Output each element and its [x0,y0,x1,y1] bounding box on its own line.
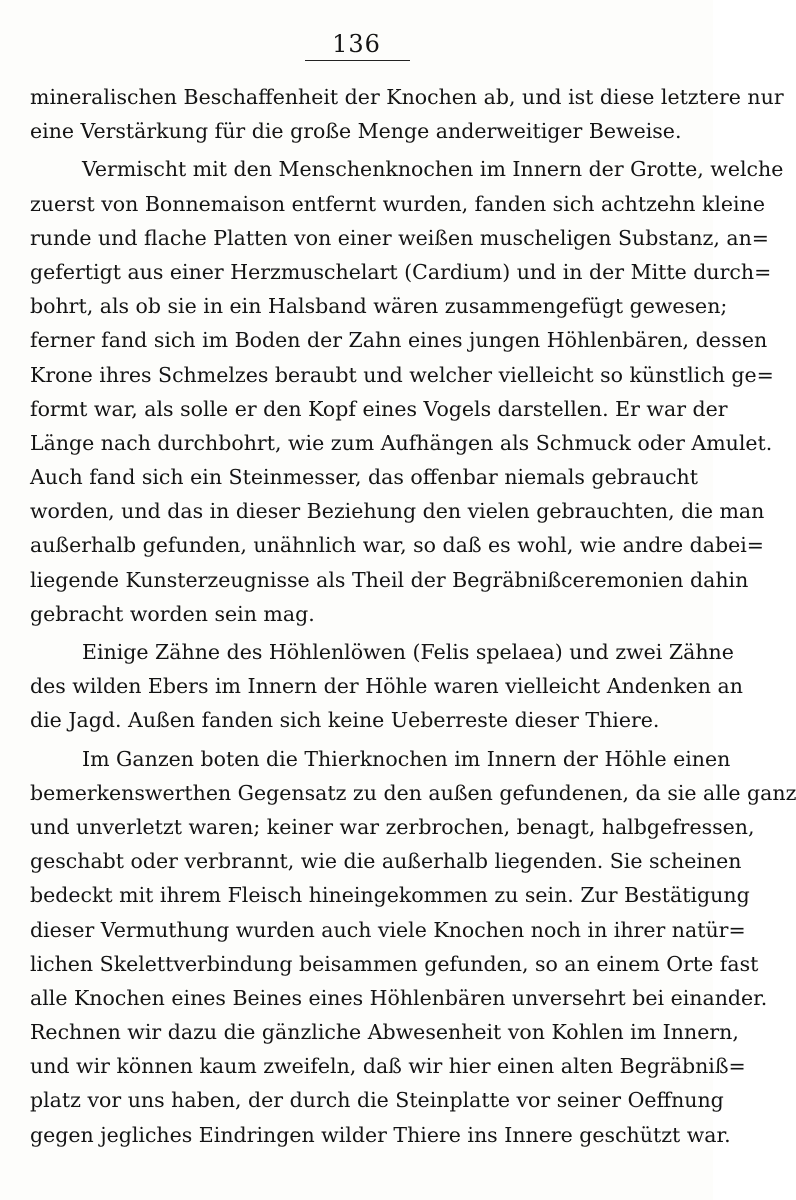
paragraph [30,152,784,631]
text-line: Vermischt mit den Menschenknochen im Innern der Grotte, welche [82,157,784,182]
text-line: gefertigt aus einer Herzmuschelart (Cardium) und in der Mitte durch= [30,259,772,284]
paragraph [30,742,796,1152]
text-line: und unverletzt waren; keiner war zerbrochen, benagt, halbgefressen, [30,814,755,839]
text-line: runde und flache Platten von einer weißen muscheligen Substanz, an= [30,225,769,250]
text-line: bohrt, als ob sie in ein Halsband wären zusammengefügt gewesen; [30,294,728,319]
text-line: geschabt oder verbrannt, wie die außerhalb liegenden. Sie scheinen [30,849,742,874]
text-line: gegen jegliches Eindringen wilder Thiere ins Innere geschützt war. [30,1122,731,1147]
text-line: liegende Kunsterzeugnisse als Theil der Begräbnißceremonien dahin [30,567,749,592]
text-line: Länge nach durchbohrt, wie zum Aufhängen als Schmuck oder Amulet. [30,430,773,455]
text-line: Auch fand sich ein Steinmesser, das offenbar niemals gebraucht [30,465,698,490]
text-line: alle Knochen eines Beines eines Höhlenbären unversehrt bei einander. [30,985,768,1010]
text-line: Krone ihres Schmelzes beraubt und welcher vielleicht so künstlich ge= [30,362,774,387]
text-line: Einige Zähne des Höhlenlöwen (Felis spelaea) und zwei Zähne [82,640,734,664]
text-line: mineralischen Beschaffenheit der Knochen ab, und ist diese letztere nur [30,85,784,109]
body-text [30,80,796,1152]
paragraph [30,635,743,738]
text-line: und wir können kaum zweifeln, daß wir hier einen alten Begräbniß= [30,1054,746,1079]
page-number: 136 [332,30,381,58]
text-line: formt war, als solle er den Kopf eines Vogels darstellen. Er war der [30,396,728,421]
text-line: platz vor uns haben, der durch die Steinplatte vor seiner Oeffnung [30,1088,724,1113]
text-line: ferner fand sich im Boden der Zahn eines jungen Höhlenbären, dessen [30,328,768,353]
text-line: bedeckt mit ihrem Fleisch hineingekommen zu sein. Zur Bestätigung [30,883,750,908]
text-line: des wilden Ebers im Innern der Höhle waren vielleicht Andenken an [30,674,743,699]
text-line: lichen Skelettverbindung beisammen gefunden, so an einem Orte fast [30,951,759,976]
text-line: dieser Vermuthung wurden auch viele Knochen noch in ihrer natür= [30,917,746,942]
text-line: bemerkenswerthen Gegensatz zu den außen gefundenen, da sie alle ganz [30,780,796,805]
text-line: Im Ganzen boten die Thierknochen im Innern der Höhle einen [82,746,731,771]
text-line: eine Verstärkung für die große Menge anderweitiger Beweise. [30,119,682,144]
text-line: gebracht worden sein mag. [30,601,315,626]
text-line: Rechnen wir dazu die gänzliche Abwesenheit von Kohlen im Innern, [30,1020,739,1045]
page-number-rule [305,60,410,61]
text-line: worden, und das in dieser Beziehung den vielen gebrauchten, die man [30,499,765,524]
text-line: außerhalb gefunden, unähnlich war, so daß es wohl, wie andre dabei= [30,533,764,558]
text-line: zuerst von Bonnemaison entfernt wurden, fanden sich achtzehn kleine [30,191,765,216]
paragraph [30,80,784,148]
text-line: die Jagd. Außen fanden sich keine Ueberreste dieser Thiere. [30,708,660,733]
